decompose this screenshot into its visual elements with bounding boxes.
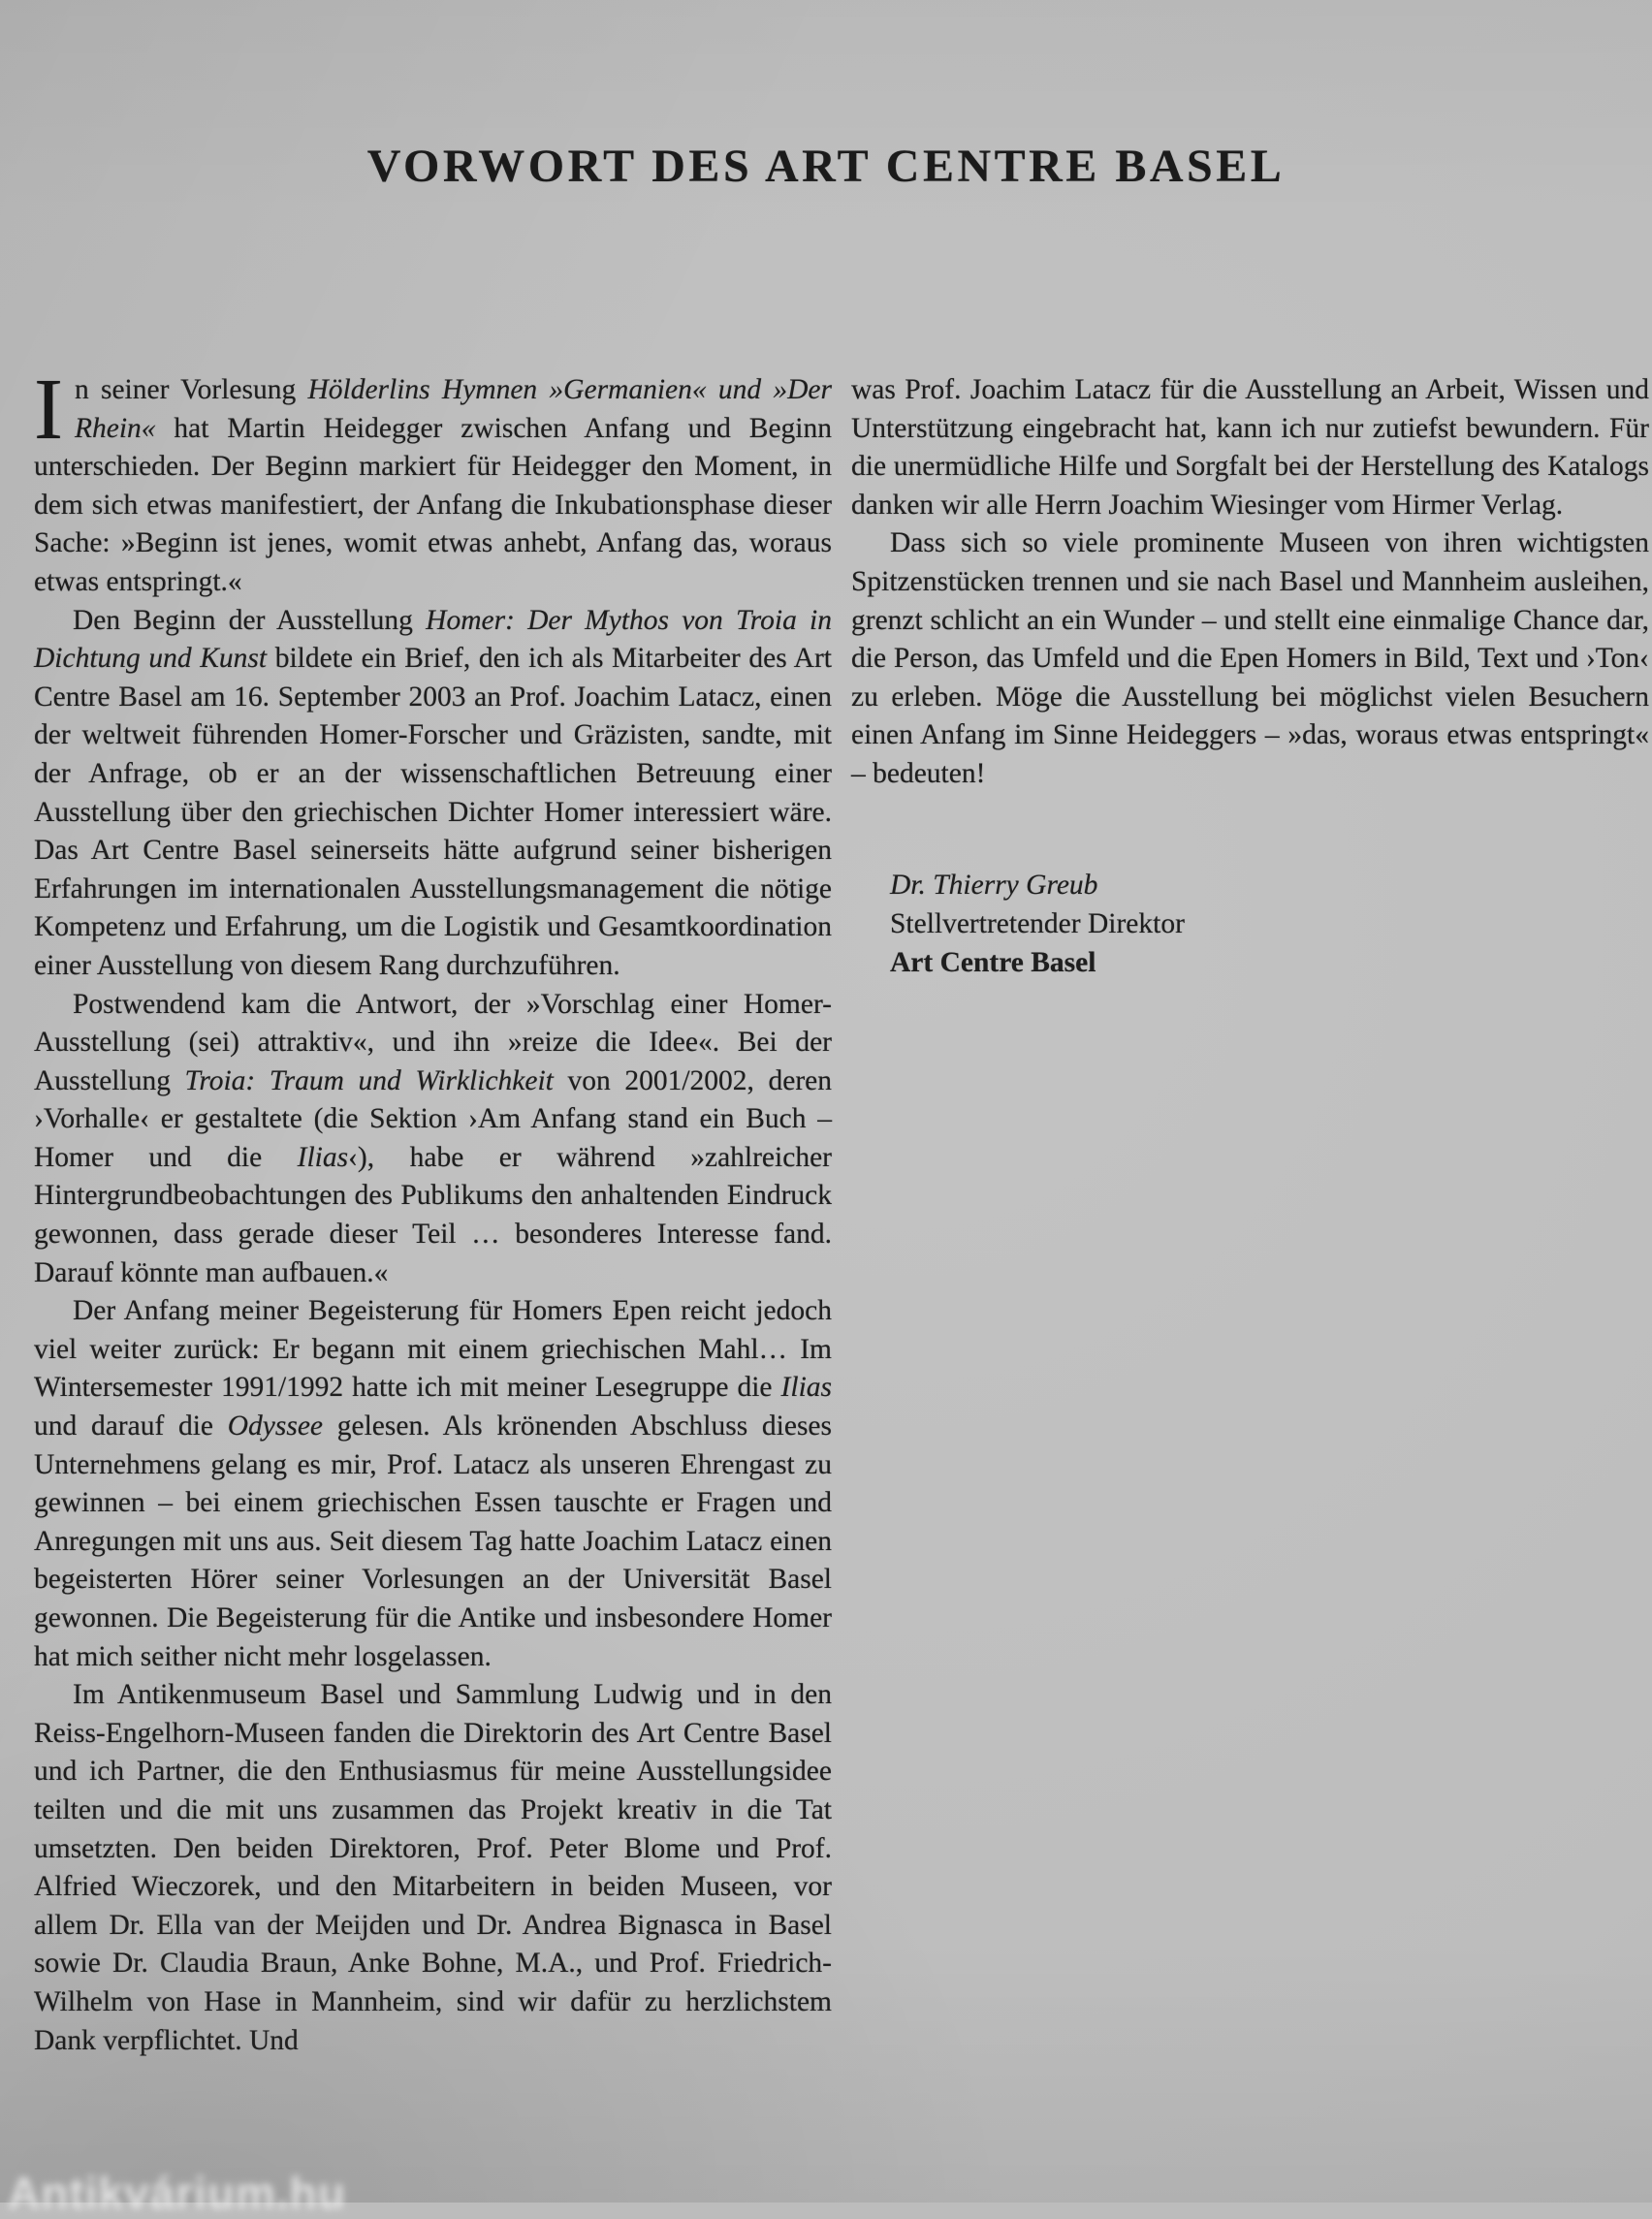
- scan-watermark: Antikvárium.hu: [8, 2168, 346, 2218]
- text-run: was Prof. Joachim Latacz für die Ausstellung an Arbeit, Wissen und Unterstützung eingebracht hat, kann ich nur zutiefst bewundern. Für die unermüdliche Hilfe und Sorgfalt bei der Herstellung des Katalogs danken wir alle Herrn Joachim Wiesinger vom Hirmer Verlag.: [851, 374, 1649, 521]
- italic-run: Homer: Der Mythos von Troia in Dichtung und Kunst: [34, 604, 832, 675]
- text-run: gelesen. Als krönenden Abschluss dieses Unternehmens gelang es mir, Prof. Latacz als unseren Ehrengast zu gewinnen – bei einem griechischen Essen tauschte er Fragen und Anregungen mit uns aus. Seit diesem Tag hatte Joachim Latacz einen begeisterten Hörer seiner Vorlesungen an der Universität Basel gewonnen. Die Begeisterung für die Antike und insbesondere Homer hat mich seither nicht mehr losgelassen.: [34, 1411, 832, 1672]
- paragraph: [34, 362, 832, 602]
- text-run: hat Martin Heidegger zwischen Anfang und Beginn unterschieden. Der Beginn markiert für Heidegger den Moment, in dem sich etwas manifestiert, der Anfang die Inkubationsphase dieser Sache: »Beginn ist jenes, womit etwas anhebt, Anfang das, woraus etwas entspringt.«: [34, 412, 832, 597]
- italic-run: Troia: Traum und Wirklichkeit: [184, 1064, 554, 1096]
- text-run: ‹), habe er während »zahlreicher Hintergrundbeobachtungen des Publikums den anhaltenden Eindruck gewonnen, dass gerade dieser Teil … besonderes Interesse fand. Darauf könnte man aufbauen.«: [34, 1141, 832, 1288]
- text-run: und darauf die: [34, 1411, 228, 1442]
- signature-block: [890, 867, 1185, 982]
- text-run: Den Beginn der Ausstellung: [73, 604, 427, 636]
- italic-run: Ilias: [780, 1372, 832, 1404]
- text-run: n seiner Vorlesung: [74, 374, 308, 405]
- text-run: Postwendend kam die Antwort, der »Vorschlag einer Homer-Ausstellung (sei) attraktiv«, und ihn »reize die Idee«. Bei der Ausstellung: [34, 988, 832, 1096]
- text-column-right: [851, 371, 1649, 794]
- page-title: VORWORT DES ART CENTRE BASEL: [366, 141, 1286, 193]
- paragraph: [34, 1676, 832, 2060]
- paragraph: [34, 1292, 832, 1676]
- signature-role: Stellvertretender Direktor: [890, 907, 1185, 939]
- text-run: bildete ein Brief, den ich als Mitarbeiter des Art Centre Basel am 16. September 2003 an Prof. Joachim Latacz, einen der weltweit führenden Homer-Forscher und Gräzisten, sandte, mit der Anfrage, ob er an der wissenschaftlichen Betreuung einer Ausstellung über den griechischen Dichter Homer interessiert wäre. Das Art Centre Basel seinerseits hätte aufgrund seiner bisherigen Erfahrungen im internationalen Ausstellungsmanagement die nötige Kompetenz und Erfahrung, um die Logistik und Gesamtkoordination einer Ausstellung von diesem Rang durchzuführen.: [34, 643, 832, 981]
- signature-name: Dr. Thierry Greub: [890, 870, 1098, 901]
- text-run: von 2001/2002, deren ›Vorhalle‹ er gestaltete (die Sektion ›Am Anfang stand ein Buch – Homer und die: [34, 1064, 832, 1173]
- text-run: Im Antikenmuseum Basel und Sammlung Ludwig und in den Reiss-Engelhorn-Museen fanden die Direktorin des Art Centre Basel und ich Partner, die den Enthusiasmus für meine Ausstellungsidee teilten und die mit uns zusammen das Projekt kreativ in die Tat umsetzten. Den beiden Direktoren, Prof. Peter Blome und Prof. Alfried Wieczorek, und den Mitarbeitern in beiden Museen, vor allem Dr. Ella van der Meijden und Dr. Andrea Bignasca in Basel sowie Dr. Claudia Braun, Anke Bohne, M.A., und Prof. Friedrich-Wilhelm von Hase in Mannheim, sind wir dafür zu herzlichstem Dank verpflichtet. Und: [34, 1679, 832, 2056]
- paragraph: [851, 524, 1649, 793]
- text-run: Der Anfang meiner Begeisterung für Homers Epen reicht jedoch viel weiter zurück: Er begann mit einem griechischen Mahl… Im Wintersemester 1991/1992 hatte ich mit meiner Lesegruppe die: [34, 1295, 832, 1404]
- paragraph: [34, 986, 832, 1293]
- italic-run: Hölderlins Hymnen »Germanien« und »Der Rhein«: [74, 374, 832, 444]
- drop-cap: I: [34, 362, 63, 458]
- italic-run: Odyssee: [227, 1411, 324, 1442]
- signature-org: Art Centre Basel: [890, 946, 1096, 978]
- text-run: Dass sich so viele prominente Museen von ihren wichtigsten Spitzenstücken trennen und sie nach Basel und Mannheim ausleihen, grenzt schlicht an ein Wunder – und stellt eine einmalige Chance dar, die Person, das Umfeld und die Epen Homers in Bild, Text und ›Ton‹ zu erleben. Möge die Ausstellung bei möglichst vielen Besuchern einen Anfang im Sinne Heideggers – »das, woraus etwas entspringt« – bedeuten!: [851, 527, 1649, 789]
- paragraph: [851, 371, 1649, 524]
- italic-run: Ilias: [297, 1141, 349, 1173]
- paragraph: [34, 602, 832, 986]
- text-column-left: [34, 362, 832, 2060]
